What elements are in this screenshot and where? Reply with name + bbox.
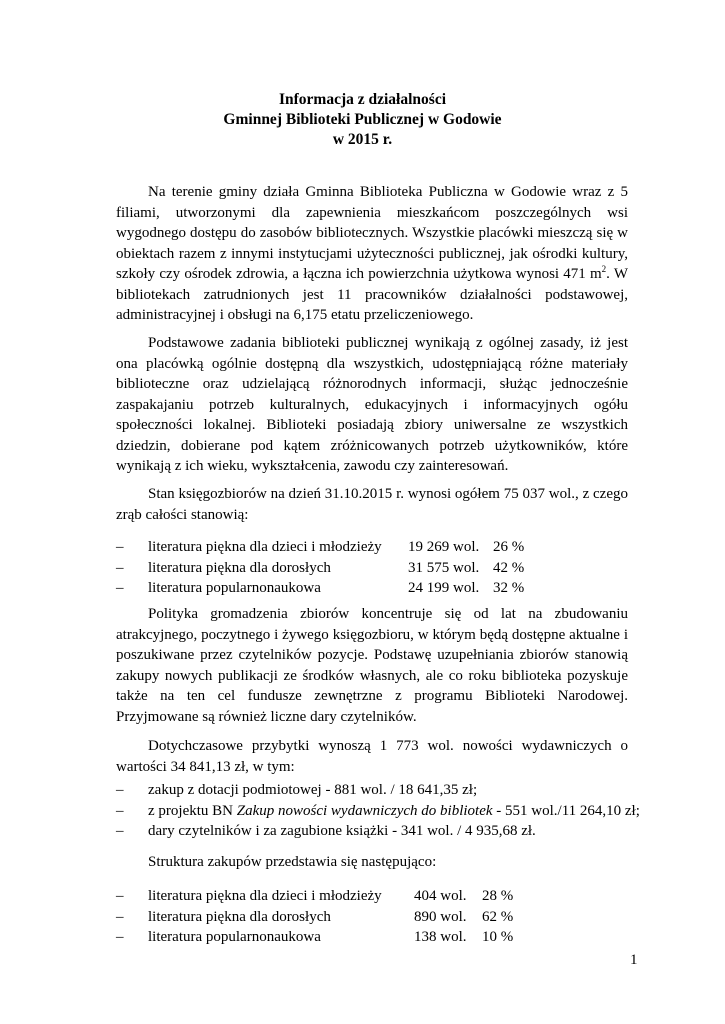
list-percent: 26 %: [493, 539, 525, 555]
title-line-2: Gminnej Biblioteki Publicznej w Godowie: [223, 111, 502, 128]
list-volumes: 31 575 wol.: [408, 559, 480, 576]
list-volumes: 19 269 wol.: [408, 539, 480, 555]
list-dash: –: [116, 782, 124, 798]
paragraph-acquisitions-intro: [116, 736, 628, 777]
list-item: [116, 927, 636, 948]
title-line-1: Informacja z działalności: [278, 91, 447, 108]
paragraph-policy: [116, 604, 628, 727]
project-title: Zakup nowości wydawniczych do bibliotek: [236, 802, 493, 819]
list-label: literatura piękna dla dzieci i młodzieży: [148, 888, 382, 904]
intro-text-a: Na terenie gminy działa Gminna Biblioteka Publiczna w Godowie wraz z 5 filiami, utworzonymi dla zapewnienia mieszkańcom poszczególnych wsi wygodnego dostępu do zasobów bibliotecznych. Wszystkie placówki mieszczą się w obiektach razem z innymi instytucjami użyteczności publicznej, jak ośrodki kultury, szkoły czy ośrodek zdrowia, a łączna ich powierzchnia użytkowa wynosi 471 m: [116, 184, 628, 282]
tasks-text: Podstawowe zadania biblioteki publicznej wynikają z ogólnej zasady, iż jest ona placówką ogólnie dostępną dla wszystkich, udostępniającą różne materiały biblioteczne oraz udzielającą różnorodnych informacji, służąc jednocześnie zaspakajaniu potrzeb kulturalnych, edukacyjnych i informacyjnych ogółu społeczności lokalnej. Biblioteki posiadają zbiory uniwersalne ze wszystkich dziedzin, dobierane pod kątem zróżnicowanych potrzeb użytkowników, które wynikają z ich wieku, wykształcenia, zawodu czy zainteresowań.: [116, 335, 628, 474]
list-label: literatura piękna dla dorosłych: [148, 559, 331, 576]
list-label: dary czytelników i za zagubione książki - 341 wol. / 4 935,68 zł.: [148, 823, 536, 839]
paragraph-tasks: [116, 333, 628, 477]
list-item: [116, 801, 640, 822]
list-item: [116, 780, 636, 801]
list-dash: –: [116, 802, 124, 819]
list-volumes: 404 wol.: [414, 888, 467, 904]
list-label: literatura popularnonaukowa: [148, 580, 321, 596]
acquisitions-intro-text: Dotychczasowe przybytki wynoszą 1 773 wol. nowości wydawniczych o wartości 34 841,13 zł, w tym:: [116, 738, 628, 775]
list-dash: –: [116, 888, 124, 904]
list-volumes: 138 wol.: [414, 929, 467, 945]
list-item: [116, 558, 636, 579]
list-item: [116, 907, 636, 928]
list-dash: –: [116, 908, 124, 925]
list-item: [116, 821, 636, 842]
list-item: [116, 578, 636, 599]
list-percent: 28 %: [482, 888, 514, 904]
list-percent: 10 %: [482, 929, 514, 945]
paragraph-intro: [116, 182, 628, 326]
list-label: zakup z dotacji podmiotowej - 881 wol. / 18 641,35 zł;: [148, 782, 478, 798]
list-volumes: 890 wol.: [414, 908, 467, 925]
list-percent: 42 %: [493, 559, 525, 576]
structure-intro-text: Struktura zakupów przedstawia się następująco:: [148, 854, 437, 870]
list-volumes: 24 199 wol.: [408, 580, 480, 596]
paragraph-structure-intro: [116, 852, 628, 873]
document-title: [0, 90, 725, 150]
list-percent: 32 %: [493, 580, 525, 596]
list-label: literatura piękna dla dzieci i młodzieży: [148, 539, 382, 555]
intro-text-b: . W bibliotekach zatrudnionych jest 11 pracowników działalności podstawowej, administracyjnej i obsługi na 6,175 etatu przeliczeniowego.: [116, 266, 628, 323]
list-label: literatura piękna dla dorosłych: [148, 908, 331, 925]
list-dash: –: [116, 823, 124, 839]
list-percent: 62 %: [482, 908, 514, 925]
title-line-3: w 2015 r.: [332, 131, 393, 148]
list-label: literatura popularnonaukowa: [148, 929, 321, 945]
policy-text: Polityka gromadzenia zbiorów koncentruje się od lat na zbudowaniu atrakcyjnego, poczytnego i żywego księgozbioru, w którym będą dostępne aktualne i poszukiwane przez czytelników pozycje. Podstawę uzupełniania zbiorów stanowią zakupy nowych publikacji ze środków własnych, ale co roku biblioteka pozyskuje także na ten cel fundusze zewnętrzne z programu Biblioteki Narodowej. Przyjmowane są również liczne dary czytelników.: [116, 606, 628, 725]
list-dash: –: [116, 580, 124, 596]
list-item: [116, 886, 636, 907]
paragraph-collection-intro: [116, 484, 628, 525]
list-dash: –: [116, 929, 124, 945]
page-number: 1: [630, 952, 638, 968]
list-label: z projektu BN Zakup nowości wydawniczych do bibliotek - 551 wol./11 264,10 zł;: [148, 802, 640, 819]
collection-list: [116, 537, 636, 599]
superscript-2: 2: [601, 264, 607, 274]
list-dash: –: [116, 559, 124, 576]
list-dash: –: [116, 539, 124, 555]
purchases-list: [116, 886, 636, 948]
list-item: [116, 537, 636, 558]
collection-intro-text: Stan księgozbiorów na dzień 31.10.2015 r. wynosi ogółem 75 037 wol., z czego zrąb całości stanowią:: [116, 486, 628, 523]
acquisitions-list: [116, 780, 640, 842]
